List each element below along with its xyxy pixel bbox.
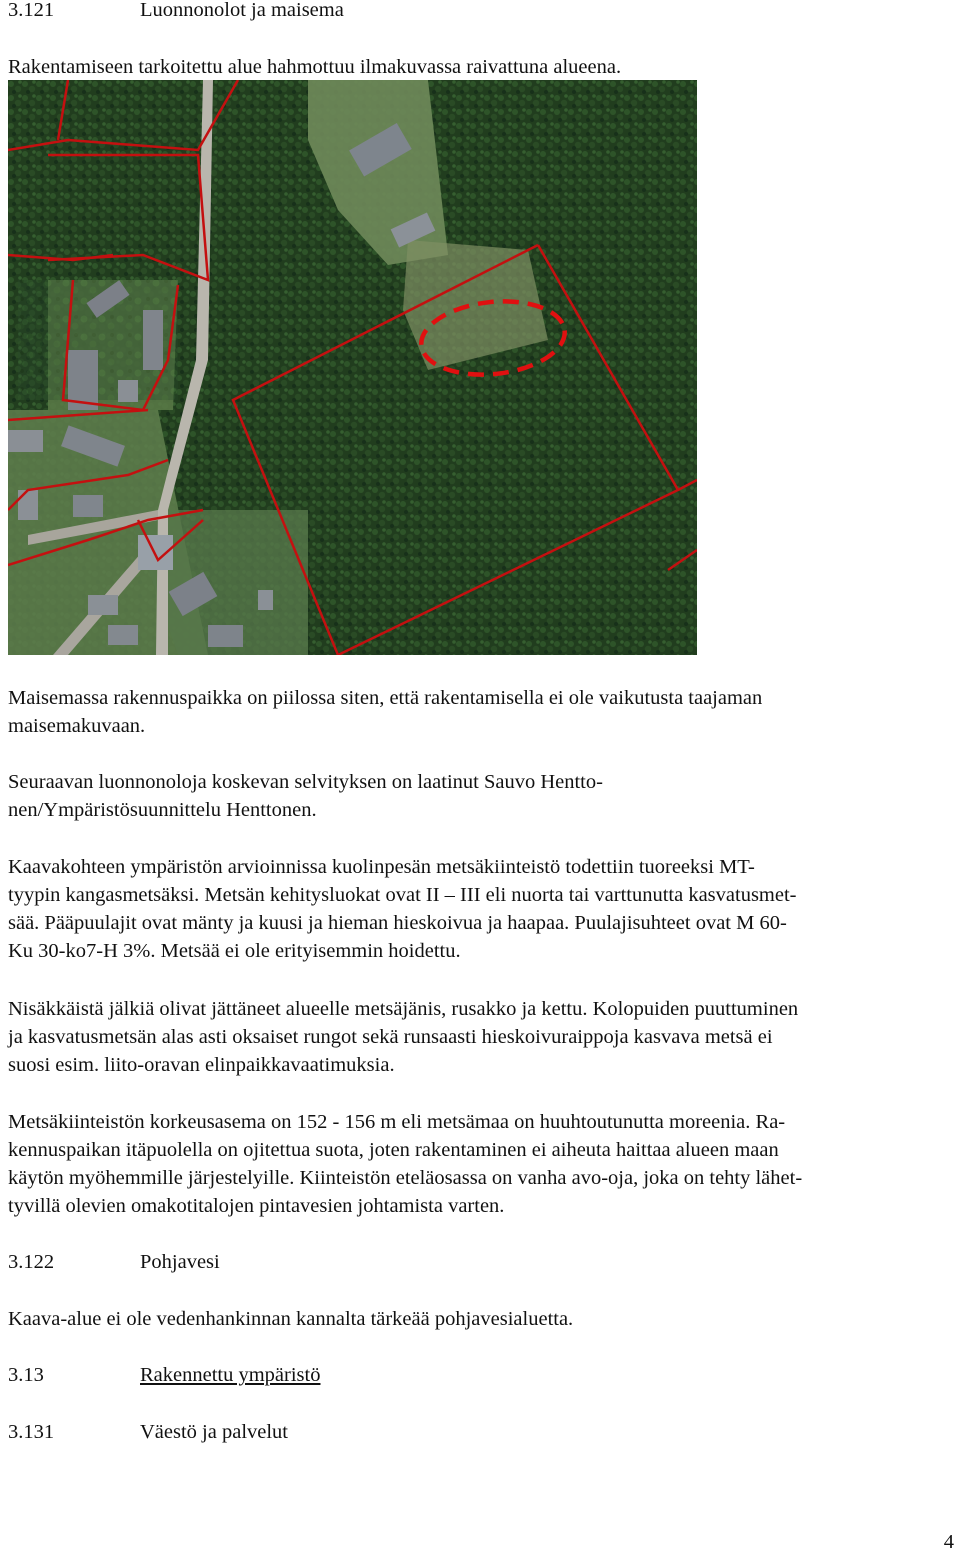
paragraph-line: tyypin kangasmetsäksi. Metsän kehitysluokat ovat II – III eli nuorta tai varttunutta kasvatusmet- [8,884,797,906]
paragraph-3 [8,853,953,965]
page-number: 4 [943,1531,954,1553]
paragraph-line: kennuspaikan itäpuolella on ojitettua suota, joten rakentaminen ei aiheuta haittaa alueen maan [8,1139,779,1161]
section-title: Rakennettu ympäristö [140,1364,321,1386]
section-title: Väestö ja palvelut [140,1421,289,1443]
paragraph-line: Kaavakohteen ympäristön arvioinnissa kuolinpesän metsäkiinteistö todettiin tuoreeksi MT- [8,856,755,878]
section-title: Pohjavesi [140,1251,220,1273]
section-heading-313 [8,1361,320,1389]
paragraph-line: Metsäkiinteistön korkeusasema on 152 - 156 m eli metsämaa on huuhtoutunutta moreenia. Ra- [8,1111,786,1133]
paragraph-line: Maisemassa rakennuspaikka on piilossa siten, että rakentamisella ei ole vaikutusta taajaman [8,687,763,709]
paragraph-6: Kaava-alue ei ole vedenhankinnan kannalta tärkeää pohjavesialuetta. [8,1308,574,1330]
paragraph-1 [8,684,953,740]
section-heading-3121 [8,0,344,24]
paragraph-2 [8,768,953,824]
section-number: 3.121 [8,0,55,21]
section-heading-3131 [8,1418,288,1446]
section-heading-3122 [8,1248,220,1276]
aerial-map-image [8,80,697,655]
paragraph-line: Seuraavan luonnonoloja koskevan selvityksen on laatinut Sauvo Hentto- [8,771,603,793]
paragraph-4 [8,995,953,1079]
aerial-map [8,80,697,655]
paragraph-5 [8,1108,953,1220]
intro-paragraph: Rakentamiseen tarkoitettu alue hahmottuu ilmakuvassa raivattuna alueena. [8,56,622,78]
paragraph-line: tyvillä olevien omakotitalojen pintavesien johtamista varten. [8,1195,505,1217]
paragraph-line: maisemakuvaan. [8,715,146,737]
paragraph-line: suosi esim. liito-oravan elinpaikkavaatimuksia. [8,1054,395,1076]
section-number: 3.122 [8,1251,55,1273]
paragraph-line: Ku 30-ko7-H 3%. Metsää ei ole erityisemmin hoidettu. [8,940,461,962]
paragraph-line: nen/Ympäristösuunnittelu Henttonen. [8,799,317,821]
section-title: Luonnonolot ja maisema [140,0,344,21]
paragraph-line: ja kasvatusmetsän alas asti oksaiset rungot sekä runsaasti hieskoivuraippoja kasvava metsä ei [8,1026,773,1048]
paragraph-line: Nisäkkäistä jälkiä olivat jättäneet alueelle metsäjänis, rusakko ja kettu. Kolopuiden puuttuminen [8,998,799,1020]
paragraph-line: käytön myöhemmille järjestelyille. Kiinteistön eteläosassa on vanha avo-oja, joka on tehty lähet- [8,1167,803,1189]
section-number: 3.13 [8,1364,44,1386]
paragraph-line: sää. Pääpuulajit ovat mänty ja kuusi ja hieman hieskoivua ja haapaa. Puulajisuhteet ovat M 60- [8,912,787,934]
section-number: 3.131 [8,1421,55,1443]
